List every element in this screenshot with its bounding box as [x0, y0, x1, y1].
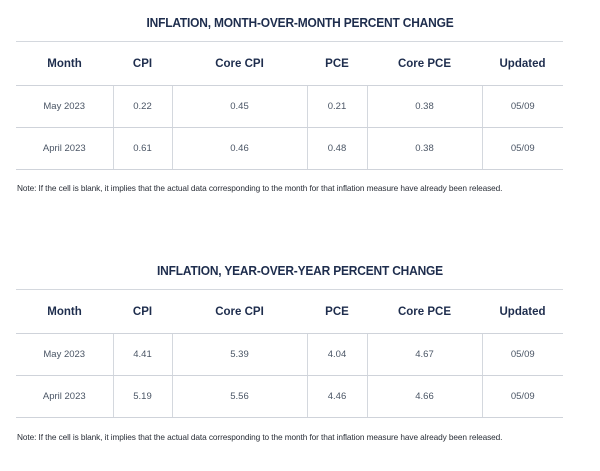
- cell-month: April 2023: [16, 376, 113, 418]
- cell-cpi: 4.41: [113, 334, 172, 376]
- header-core-pce: Core PCE: [367, 42, 482, 86]
- cell-core-cpi: 0.45: [172, 86, 307, 128]
- table-header-row: [16, 42, 563, 86]
- mom-inflation-table: [16, 41, 563, 170]
- header-core-cpi: Core CPI: [172, 42, 307, 86]
- cell-pce: 4.46: [307, 376, 367, 418]
- cell-core-pce: 0.38: [367, 86, 482, 128]
- cell-core-cpi: 5.56: [172, 376, 307, 418]
- mom-table-title: INFLATION, MONTH-OVER-MONTH PERCENT CHANGE: [146, 15, 454, 30]
- cell-core-pce: 4.67: [367, 334, 482, 376]
- header-updated: Updated: [482, 290, 563, 334]
- mom-table-note: Note: If the cell is blank, it implies that the actual data corresponding to the month for that inflation measure have already been released.: [17, 183, 503, 193]
- header-month: Month: [16, 42, 113, 86]
- table-row: [16, 376, 563, 418]
- cell-cpi: 0.61: [113, 128, 172, 170]
- yoy-inflation-table: [16, 289, 563, 418]
- cell-month: May 2023: [16, 86, 113, 128]
- cell-updated: 05/09: [482, 128, 563, 170]
- header-core-cpi: Core CPI: [172, 290, 307, 334]
- cell-month: April 2023: [16, 128, 113, 170]
- yoy-table-note: Note: If the cell is blank, it implies that the actual data corresponding to the month for that inflation measure have already been released.: [17, 432, 503, 442]
- table-header-row: [16, 290, 563, 334]
- cell-cpi: 5.19: [113, 376, 172, 418]
- header-pce: PCE: [307, 290, 367, 334]
- cell-pce: 4.04: [307, 334, 367, 376]
- cell-core-pce: 0.38: [367, 128, 482, 170]
- table-row: [16, 334, 563, 376]
- header-cpi: CPI: [113, 290, 172, 334]
- table-row: [16, 86, 563, 128]
- header-core-pce: Core PCE: [367, 290, 482, 334]
- cell-core-cpi: 5.39: [172, 334, 307, 376]
- cell-cpi: 0.22: [113, 86, 172, 128]
- cell-pce: 0.21: [307, 86, 367, 128]
- header-updated: Updated: [482, 42, 563, 86]
- cell-core-cpi: 0.46: [172, 128, 307, 170]
- cell-month: May 2023: [16, 334, 113, 376]
- header-pce: PCE: [307, 42, 367, 86]
- header-month: Month: [16, 290, 113, 334]
- cell-updated: 05/09: [482, 334, 563, 376]
- cell-updated: 05/09: [482, 86, 563, 128]
- header-cpi: CPI: [113, 42, 172, 86]
- cell-pce: 0.48: [307, 128, 367, 170]
- table-row: [16, 128, 563, 170]
- cell-updated: 05/09: [482, 376, 563, 418]
- yoy-table-title: INFLATION, YEAR-OVER-YEAR PERCENT CHANGE: [157, 263, 443, 278]
- cell-core-pce: 4.66: [367, 376, 482, 418]
